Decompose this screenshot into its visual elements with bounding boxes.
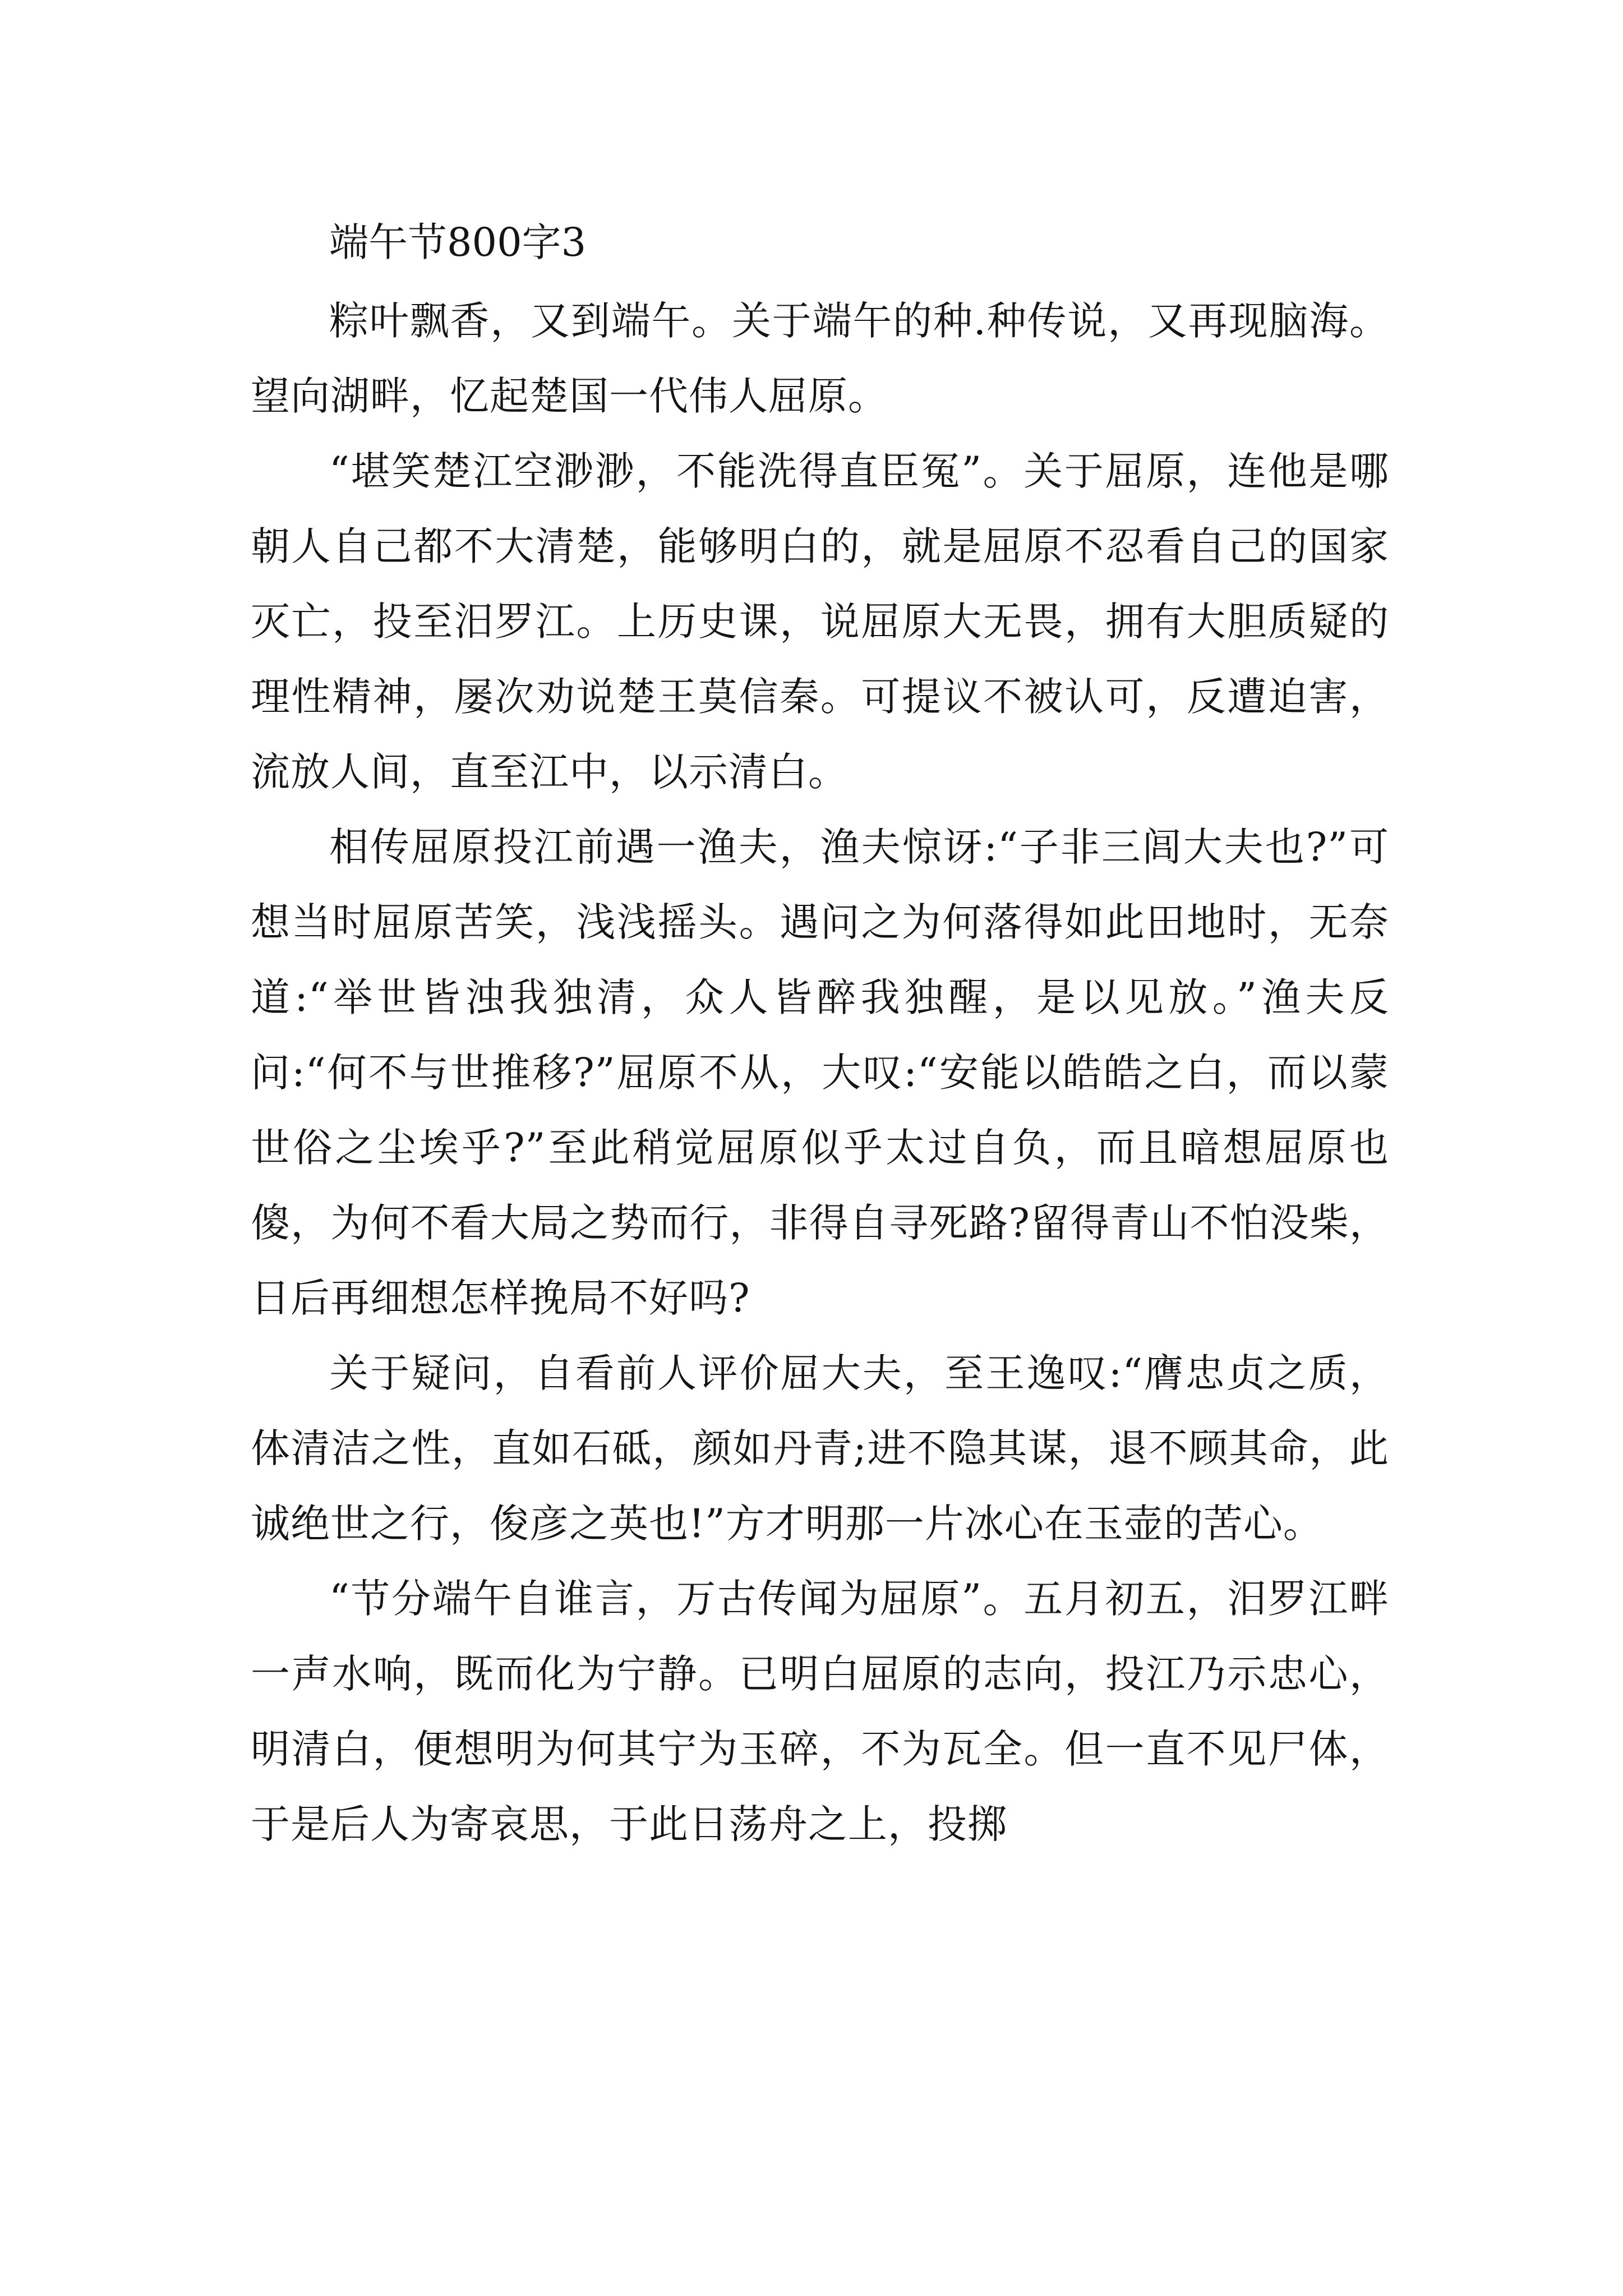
paragraph-2: “堪笑楚江空渺渺，不能洗得直臣冤”。关于屈原，连他是哪朝人自己都不大清楚，能够明白的，就是屈原不忍看自己的国家灭亡，投至汨罗江。上历史课，说屈原大无畏，拥有大胆质疑的理性精神，屡次劝说楚王莫信秦。可提议不被认可，反遭迫害，流放人间，直至江中，以示清白。 [251, 448, 1389, 795]
paragraph-5: “节分端午自谁言，万古传闻为屈原”。五月初五，汨罗江畔一声水响，既而化为宁静。已明白屈原的志向，投江乃示忠心，明清白，便想明为何其宁为玉碎，不为瓦全。但一直不见尸体，于是后人为寄哀思，于此日荡舟之上，投掷 [251, 1576, 1389, 1847]
paragraph-3: 相传屈原投江前遇一渔夫，渔夫惊讶:“子非三闾大夫也?”可想当时屈原苦笑，浅浅摇头。遇问之为何落得如此田地时，无奈道:“举世皆浊我独清，众人皆醉我独醒，是以见放。”渔夫反问:“何不与世推移?”屈原不从，大叹:“安能以皓皓之白，而以蒙世俗之尘埃乎?”至此稍觉屈原似乎太过自负，而且暗想屈原也傻，为何不看大局之势而行，非得自寻死路?留得青山不怕没柴，日后再细想怎样挽局不好吗? [251, 824, 1389, 1321]
document-body [251, 205, 1389, 1862]
paragraph-4: 关于疑问，自看前人评价屈大夫，至王逸叹:“膺忠贞之质，体清洁之性，直如石砥，颜如丹青;进不隐其谋，退不顾其命，此诚绝世之行，俊彦之英也!”方才明那一片冰心在玉壶的苦心。 [251, 1350, 1389, 1547]
document-title: 端午节800字3 [329, 219, 587, 265]
paragraph-1: 粽叶飘香，又到端午。关于端午的种.种传说，又再现脑海。望向湖畔，忆起楚国一代伟人屈原。 [251, 298, 1389, 419]
